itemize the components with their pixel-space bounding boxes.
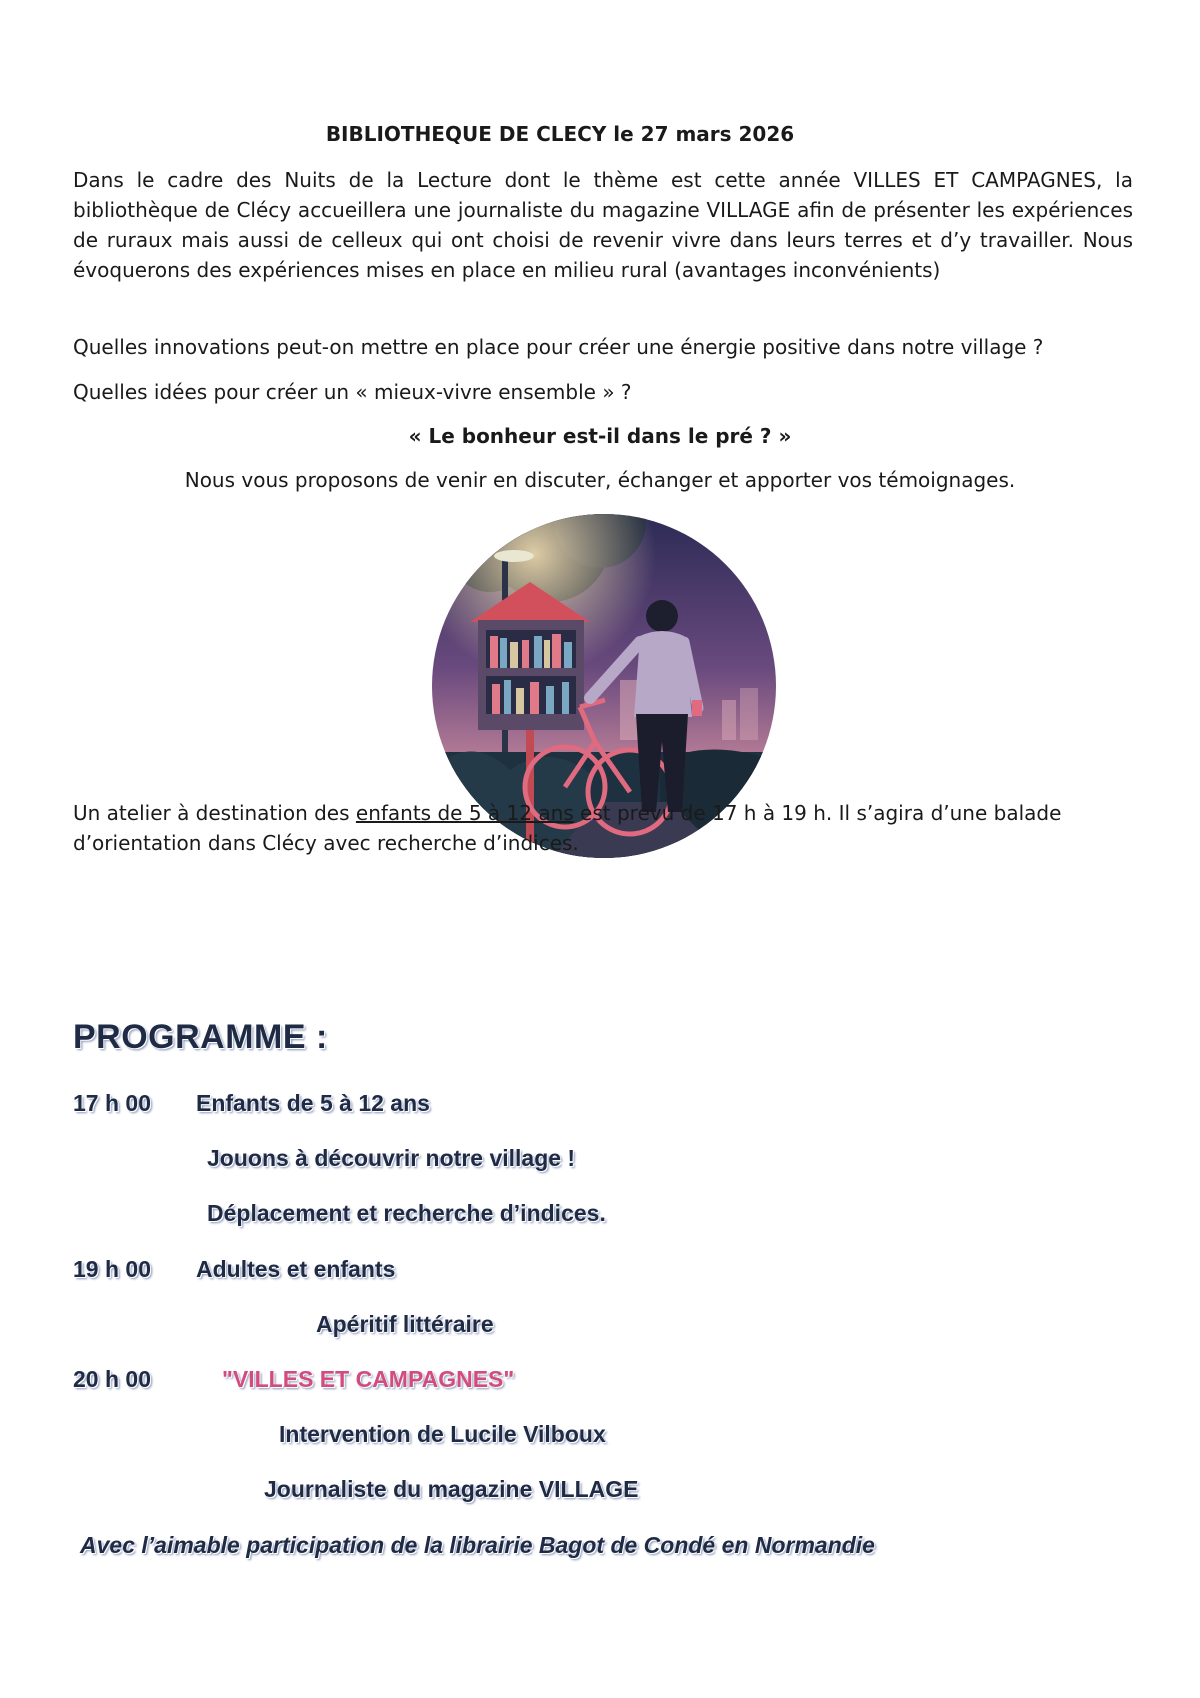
slot1-line1: Jouons à découvrir notre village ! — [207, 1145, 576, 1171]
credit-line: Avec l’aimable participation de la librairie Bagot de Condé en Normandie — [80, 1532, 875, 1558]
slot3-time: 20 h 00 — [73, 1366, 151, 1392]
slot1-line2: Déplacement et recherche d’indices. — [207, 1200, 606, 1226]
question-vivre-ensemble: Quelles idées pour créer un « mieux-vivre ensemble » ? — [73, 380, 632, 404]
slot1-time: 17 h 00 — [73, 1090, 151, 1116]
slot2-heading: Adultes et enfants — [196, 1256, 396, 1282]
slot3-line2: Journaliste du magazine VILLAGE — [264, 1476, 639, 1502]
workshop-paragraph — [73, 798, 1133, 858]
slot2-time: 19 h 00 — [73, 1256, 151, 1282]
question-innovations: Quelles innovations peut-on mettre en place pour créer une énergie positive dans notre village ? — [73, 335, 1044, 359]
workshop-text-after: est prévu de 17 h à 19 h. Il s’agira d’une balade d’orientation dans Clécy avec recherche d’indices. — [73, 801, 1062, 855]
slot1-heading: Enfants de 5 à 12 ans — [196, 1090, 430, 1116]
invitation-text: Nous vous proposons de venir en discuter, échanger et apporter vos témoignages. — [184, 468, 1016, 492]
page-title: BIBLIOTHEQUE DE CLECY le 27 mars 2026 — [325, 122, 795, 146]
programme-title: PROGRAMME : — [73, 1018, 328, 1056]
slot2-line1: Apéritif littéraire — [316, 1311, 494, 1337]
intro-paragraph: Dans le cadre des Nuits de la Lecture dont le thème est cette année VILLES ET CAMPAGNES, la bibliothèque de Clécy accueillera une journaliste du magazine VILLAGE afin de présenter les expériences de ruraux mais aussi de celleux qui ont choisi de revenir vivre dans leurs terres et d’y travailler. Nous évoquerons des expériences mises en place en milieu rural (avantages inconvénients) — [73, 168, 1133, 282]
workshop-text-before: Un atelier à destination des — [73, 801, 356, 825]
workshop-age-range: enfants de 5 à 12 ans — [355, 801, 574, 825]
slot3-line1: Intervention de Lucile Vilboux — [279, 1421, 606, 1447]
slot3-heading: "VILLES ET CAMPAGNES" — [222, 1366, 515, 1392]
quote-bonheur: « Le bonheur est-il dans le pré ? » — [408, 424, 792, 448]
